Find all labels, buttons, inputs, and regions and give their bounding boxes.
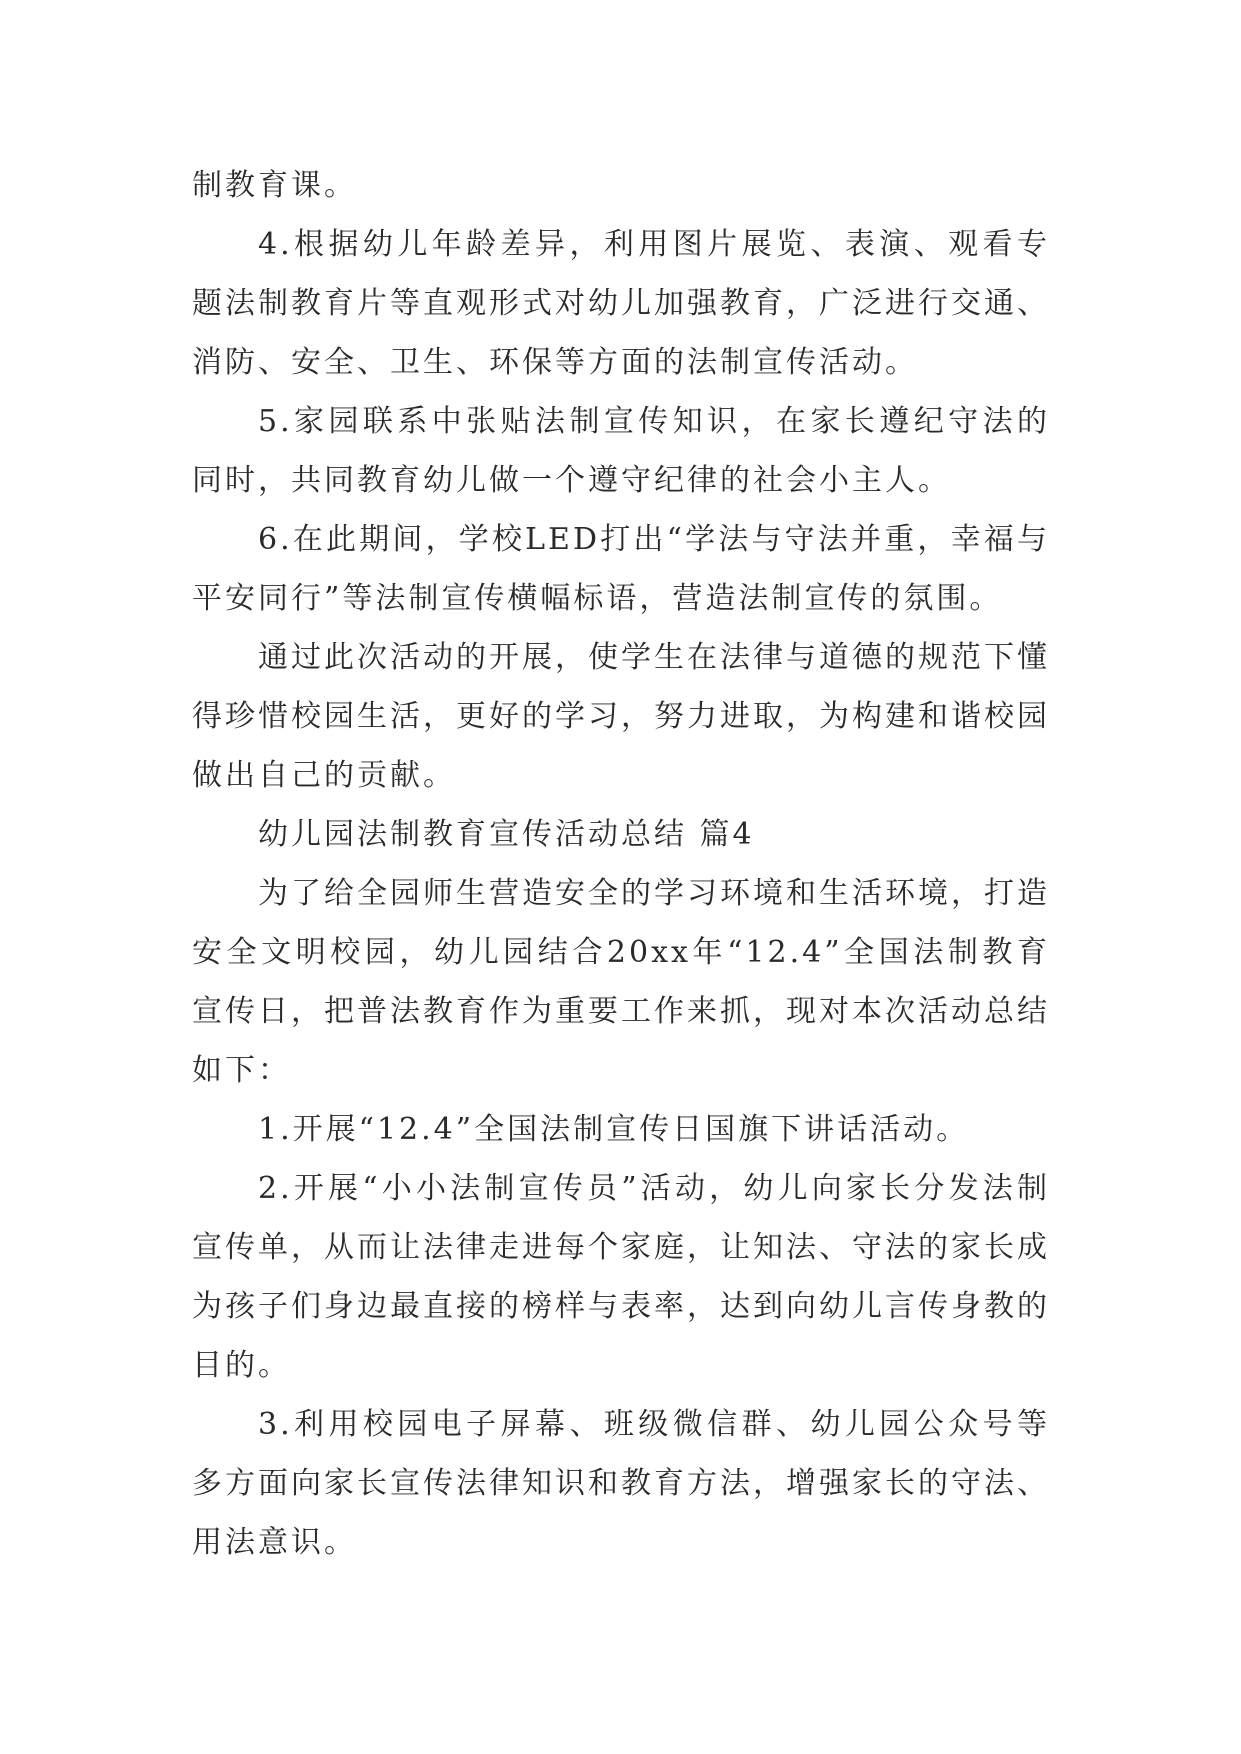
paragraph-conclusion: 通过此次活动的开展，使学生在法律与道德的规范下懂得珍惜校园生活，更好的学习，努力进取，为构建和谐校园做出自己的贡献。	[192, 640, 1050, 793]
document-body	[192, 156, 1050, 1572]
section-heading: 幼儿园法制教育宣传活动总结 篇4	[258, 817, 755, 852]
paragraph-item-5: 5.家园联系中张贴法制宣传知识，在家长遵纪守法的同时，共同教育幼儿做一个遵守纪律的社会小主人。	[192, 404, 1050, 498]
paragraph-intro: 为了给全园师生营造安全的学习环境和生活环境，打造安全文明校园，幼儿园结合20xx年“12.4”全国法制教育宣传日，把普法教育作为重要工作来抓，现对本次活动总结如下：	[192, 876, 1050, 1088]
paragraph-item-2: 2.开展“小小法制宣传员”活动，幼儿向家长分发法制宣传单，从而让法律走进每个家庭，让知法、守法的家长成为孩子们身边最直接的榜样与表率，达到向幼儿言传身教的目的。	[192, 1171, 1050, 1383]
paragraph-item-6: 6.在此期间，学校LED打出“学法与守法并重，幸福与平安同行”等法制宣传横幅标语，营造法制宣传的氛围。	[192, 522, 1050, 616]
paragraph-item-3: 3.利用校园电子屏幕、班级微信群、幼儿园公众号等多方面向家长宣传法律知识和教育方法，增强家长的守法、用法意识。	[192, 1407, 1050, 1560]
paragraph-item-4: 4.根据幼儿年龄差异，利用图片展览、表演、观看专题法制教育片等直观形式对幼儿加强教育，广泛进行交通、消防、安全、卫生、环保等方面的法制宣传活动。	[192, 227, 1050, 380]
paragraph-continuation: 制教育课。	[192, 168, 357, 203]
paragraph-item-1: 1.开展“12.4”全国法制宣传日国旗下讲话活动。	[258, 1112, 970, 1147]
